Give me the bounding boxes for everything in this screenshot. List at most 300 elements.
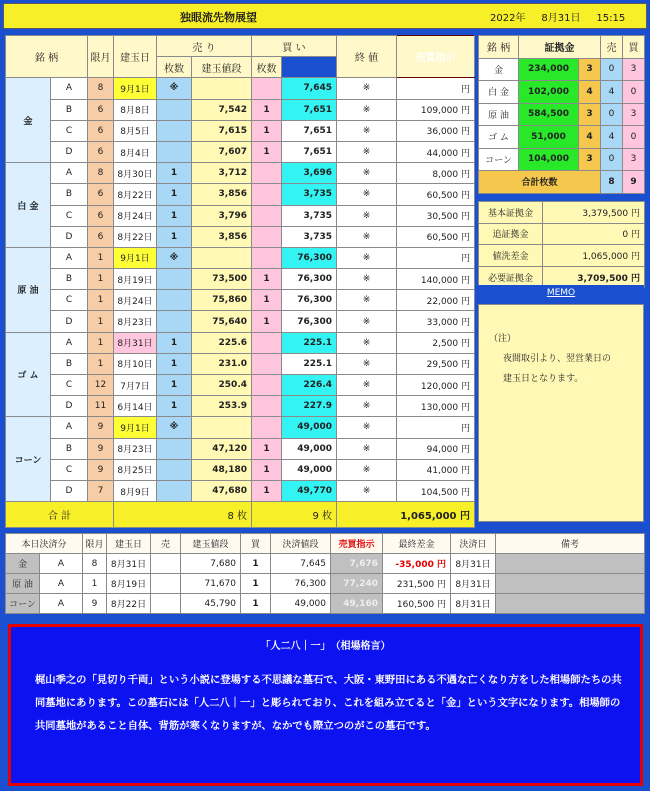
proverb-box bbox=[8, 624, 643, 786]
total-label: 合 計 bbox=[6, 502, 114, 528]
total-amount: 1,065,000 円 bbox=[337, 502, 475, 528]
row-gentsuki: 1 bbox=[88, 290, 114, 311]
col-shiji: 売買指示 bbox=[397, 36, 475, 78]
row-id: A bbox=[51, 417, 88, 438]
margin-sell: 4 bbox=[601, 81, 623, 104]
row-tateday: 9月1日 bbox=[114, 78, 157, 99]
margin-buy: 3 bbox=[623, 103, 645, 126]
margin-sell: 0 bbox=[601, 148, 623, 171]
row-id: C bbox=[51, 120, 88, 141]
margin-total-sell: 8 bbox=[601, 171, 623, 194]
position-row[interactable] bbox=[6, 163, 475, 184]
row-price: 3,856 bbox=[192, 184, 252, 205]
row-instruction: ※ bbox=[337, 438, 397, 459]
settled-sell bbox=[151, 554, 181, 574]
position-row[interactable] bbox=[6, 375, 475, 396]
row-buy-qty: 1 bbox=[252, 290, 282, 311]
date-text: 8月31日 bbox=[541, 13, 581, 24]
row-id: B bbox=[51, 438, 88, 459]
margin-row bbox=[479, 148, 645, 171]
settled-note bbox=[496, 574, 645, 594]
row-price: 3,796 bbox=[192, 205, 252, 226]
margin-amount: 234,000 bbox=[519, 58, 579, 81]
margin-name: 白 金 bbox=[479, 81, 519, 104]
settled-row[interactable] bbox=[6, 574, 645, 594]
row-instruction: ※ bbox=[337, 269, 397, 290]
row-buy-qty: 1 bbox=[252, 311, 282, 332]
settled-price: 7,680 bbox=[181, 554, 241, 574]
row-sell-qty bbox=[157, 120, 192, 141]
row-buy-qty bbox=[252, 184, 282, 205]
row-pl: 104,500 円 bbox=[397, 480, 475, 501]
row-price: 3,712 bbox=[192, 163, 252, 184]
settled-price: 71,670 bbox=[181, 574, 241, 594]
row-id: C bbox=[51, 375, 88, 396]
time-text: 15:15 bbox=[596, 13, 626, 24]
row-tateday: 8月24日 bbox=[114, 290, 157, 311]
row-buy-qty bbox=[252, 396, 282, 417]
commodity-name: コーン bbox=[6, 417, 51, 502]
row-tateday: 8月23日 bbox=[114, 311, 157, 332]
row-price: 47,120 bbox=[192, 438, 252, 459]
summary-value: 0 円 bbox=[543, 223, 645, 245]
row-instruction: ※ bbox=[337, 311, 397, 332]
col-kai: 買 bbox=[241, 534, 271, 554]
settled-price: 45,790 bbox=[181, 594, 241, 614]
row-pl: 30,500 円 bbox=[397, 205, 475, 226]
settled-note bbox=[496, 594, 645, 614]
row-sell-qty: 1 bbox=[157, 226, 192, 247]
row-sell-qty bbox=[157, 269, 192, 290]
row-gentsuki: 6 bbox=[88, 184, 114, 205]
margin-total-buy: 9 bbox=[623, 171, 645, 194]
position-row[interactable] bbox=[6, 417, 475, 438]
row-sell-qty bbox=[157, 311, 192, 332]
row-gentsuki: 7 bbox=[88, 480, 114, 501]
margin-name: コーン bbox=[479, 148, 519, 171]
row-price: 7,615 bbox=[192, 120, 252, 141]
col-saishu: 最終差金 bbox=[383, 534, 451, 554]
row-buy-qty bbox=[252, 205, 282, 226]
row-id: C bbox=[51, 205, 88, 226]
year-text: 2022年 bbox=[490, 13, 526, 24]
row-sell-qty bbox=[157, 290, 192, 311]
row-pl: 8,000 円 bbox=[397, 163, 475, 184]
row-instruction: ※ bbox=[337, 459, 397, 480]
row-instruction: ※ bbox=[337, 332, 397, 353]
col-tateday: 建玉日 bbox=[107, 534, 151, 554]
row-instruction: ※ bbox=[337, 141, 397, 162]
row-pl: 41,000 円 bbox=[397, 459, 475, 480]
row-gentsuki: 1 bbox=[88, 353, 114, 374]
row-gentsuki: 9 bbox=[88, 417, 114, 438]
row-close: 3,735 bbox=[282, 205, 337, 226]
col-gentsuki: 限月 bbox=[83, 534, 107, 554]
settled-name: 金 bbox=[6, 554, 40, 574]
position-row[interactable] bbox=[6, 141, 475, 162]
row-tateday: 8月31日 bbox=[114, 332, 157, 353]
row-price: 3,856 bbox=[192, 226, 252, 247]
settled-row[interactable] bbox=[6, 554, 645, 574]
position-row[interactable] bbox=[6, 480, 475, 501]
row-instruction: ※ bbox=[337, 120, 397, 141]
datetime bbox=[490, 9, 625, 24]
position-row[interactable] bbox=[6, 184, 475, 205]
summary-row bbox=[479, 202, 645, 224]
position-row[interactable] bbox=[6, 332, 475, 353]
row-sell-qty: 1 bbox=[157, 396, 192, 417]
col-meigara: 銘 柄 bbox=[6, 36, 88, 78]
col-kessai: 決済値段 bbox=[271, 534, 331, 554]
position-row[interactable] bbox=[6, 247, 475, 268]
row-tateday: 8月22日 bbox=[114, 184, 157, 205]
row-gentsuki: 6 bbox=[88, 120, 114, 141]
row-pl: 円 bbox=[397, 247, 475, 268]
row-buy-qty: 1 bbox=[252, 269, 282, 290]
row-pl: 60,500 円 bbox=[397, 226, 475, 247]
row-buy-qty: 1 bbox=[252, 438, 282, 459]
settled-instruction: 49,160 bbox=[331, 594, 383, 614]
row-buy-qty: 1 bbox=[252, 480, 282, 501]
row-pl: 円 bbox=[397, 417, 475, 438]
row-id: D bbox=[51, 226, 88, 247]
row-price: 250.4 bbox=[192, 375, 252, 396]
position-row[interactable] bbox=[6, 311, 475, 332]
row-pl: 140,000 円 bbox=[397, 269, 475, 290]
proverb-body: 梶山季之の「見切り千両」という小説に登場する不思議な墓石で、大阪・東野田にある不遇な亡くなり方をした相場師たちの共同墓地にあります。この墓石には「人二八｜一」と彫られており、これを組み立てると「金」という文字になります。相場師の共同墓地があること自体、背筋が寒くなりますが、なかでも際立つのがこの墓石です。 bbox=[35, 674, 622, 732]
row-price bbox=[192, 247, 252, 268]
col-shokokin: 証拠金 bbox=[519, 36, 601, 59]
position-row[interactable] bbox=[6, 99, 475, 120]
row-price bbox=[192, 78, 252, 99]
settled-gentsuki: 9 bbox=[83, 594, 107, 614]
margin-buy: 0 bbox=[623, 126, 645, 149]
position-row[interactable] bbox=[6, 120, 475, 141]
settled-close: 49,000 bbox=[271, 594, 331, 614]
row-tateday: 7月7日 bbox=[114, 375, 157, 396]
row-sell-qty: 1 bbox=[157, 163, 192, 184]
settled-pl: 160,500 円 bbox=[383, 594, 451, 614]
settled-buy: 1 bbox=[241, 594, 271, 614]
summary-value: 3,709,500 円 bbox=[543, 266, 645, 288]
row-tateday: 8月25日 bbox=[114, 459, 157, 480]
row-close: 7,651 bbox=[282, 141, 337, 162]
row-pl: 22,000 円 bbox=[397, 290, 475, 311]
position-row[interactable] bbox=[6, 226, 475, 247]
margin-total-label: 合計枚数 bbox=[479, 171, 601, 194]
margin-row bbox=[479, 81, 645, 104]
row-gentsuki: 1 bbox=[88, 247, 114, 268]
row-tateday: 8月30日 bbox=[114, 163, 157, 184]
col-maisu2: 枚数 bbox=[252, 57, 282, 78]
position-row[interactable] bbox=[6, 396, 475, 417]
settled-pl: 231,500 円 bbox=[383, 574, 451, 594]
settled-header bbox=[6, 534, 645, 554]
row-gentsuki: 8 bbox=[88, 163, 114, 184]
row-instruction: ※ bbox=[337, 353, 397, 374]
settled-note bbox=[496, 554, 645, 574]
row-instruction: ※ bbox=[337, 226, 397, 247]
settled-instruction: 77,240 bbox=[331, 574, 383, 594]
settled-day: 8月31日 bbox=[451, 594, 496, 614]
row-price: 231.0 bbox=[192, 353, 252, 374]
row-id: D bbox=[51, 480, 88, 501]
row-close: 226.4 bbox=[282, 375, 337, 396]
summary-row bbox=[479, 223, 645, 245]
row-id: C bbox=[51, 459, 88, 480]
row-id: D bbox=[51, 311, 88, 332]
row-sell-qty: ※ bbox=[157, 417, 192, 438]
row-pl: 2,500 円 bbox=[397, 332, 475, 353]
settled-buy: 1 bbox=[241, 554, 271, 574]
row-pl: 33,000 円 bbox=[397, 311, 475, 332]
row-id: A bbox=[51, 78, 88, 99]
row-buy-qty bbox=[252, 78, 282, 99]
row-close: 3,735 bbox=[282, 226, 337, 247]
settled-pl: -35,000 円 bbox=[383, 554, 451, 574]
row-pl: 29,500 円 bbox=[397, 353, 475, 374]
col-gentsuki: 限月 bbox=[88, 36, 114, 78]
row-close: 76,300 bbox=[282, 290, 337, 311]
row-close: 49,770 bbox=[282, 480, 337, 501]
row-close: 3,735 bbox=[282, 184, 337, 205]
row-close: 225.1 bbox=[282, 353, 337, 374]
col-kai: 買 い bbox=[252, 36, 337, 57]
settled-close: 76,300 bbox=[271, 574, 331, 594]
col-biko: 備考 bbox=[496, 534, 645, 554]
position-row[interactable] bbox=[6, 438, 475, 459]
row-buy-qty bbox=[252, 163, 282, 184]
row-price bbox=[192, 417, 252, 438]
settled-tateday: 8月22日 bbox=[107, 594, 151, 614]
memo-line: 夜間取引より、翌営業日の bbox=[503, 354, 612, 364]
margin-amount: 584,500 bbox=[519, 103, 579, 126]
col-uri: 売 bbox=[601, 36, 623, 59]
margin-name: ゴ ム bbox=[479, 126, 519, 149]
row-sell-qty: ※ bbox=[157, 247, 192, 268]
settled-id: A bbox=[40, 574, 83, 594]
margin-count: 4 bbox=[579, 126, 601, 149]
settled-instruction: 7,676 bbox=[331, 554, 383, 574]
row-id: B bbox=[51, 353, 88, 374]
proverb-title: 「人二八｜一」 （相場格言） bbox=[260, 641, 391, 652]
margin-table bbox=[478, 35, 645, 194]
row-price: 47,680 bbox=[192, 480, 252, 501]
row-gentsuki: 12 bbox=[88, 375, 114, 396]
row-id: B bbox=[51, 99, 88, 120]
settled-table bbox=[5, 533, 645, 614]
margin-count: 3 bbox=[579, 103, 601, 126]
position-row[interactable] bbox=[6, 459, 475, 480]
row-tateday: 8月8日 bbox=[114, 99, 157, 120]
row-price: 7,542 bbox=[192, 99, 252, 120]
commodity-name: 白 金 bbox=[6, 163, 51, 248]
settled-name: コーン bbox=[6, 594, 40, 614]
row-id: A bbox=[51, 332, 88, 353]
commodity-name: 原 油 bbox=[6, 247, 51, 332]
row-price: 73,500 bbox=[192, 269, 252, 290]
row-sell-qty: 1 bbox=[157, 205, 192, 226]
row-instruction: ※ bbox=[337, 396, 397, 417]
margin-row bbox=[479, 58, 645, 81]
memo-line: 建玉日となります。 bbox=[503, 374, 584, 384]
row-buy-qty bbox=[252, 417, 282, 438]
row-close: 3,696 bbox=[282, 163, 337, 184]
margin-sell: 4 bbox=[601, 126, 623, 149]
row-price: 253.9 bbox=[192, 396, 252, 417]
row-buy-qty: 1 bbox=[252, 141, 282, 162]
row-tateday: 8月5日 bbox=[114, 120, 157, 141]
row-instruction: ※ bbox=[337, 290, 397, 311]
row-tateday: 8月19日 bbox=[114, 269, 157, 290]
margin-count: 4 bbox=[579, 81, 601, 104]
settled-id: A bbox=[40, 594, 83, 614]
margin-sell: 0 bbox=[601, 58, 623, 81]
title-bar bbox=[3, 3, 647, 29]
settled-gentsuki: 8 bbox=[83, 554, 107, 574]
row-close: 7,651 bbox=[282, 120, 337, 141]
row-buy-qty bbox=[252, 247, 282, 268]
row-gentsuki: 1 bbox=[88, 332, 114, 353]
row-sell-qty bbox=[157, 480, 192, 501]
settled-buy: 1 bbox=[241, 574, 271, 594]
margin-count: 3 bbox=[579, 148, 601, 171]
position-row[interactable] bbox=[6, 353, 475, 374]
settled-id: A bbox=[40, 554, 83, 574]
row-id: A bbox=[51, 163, 88, 184]
position-row[interactable] bbox=[6, 78, 475, 99]
settled-sell bbox=[151, 574, 181, 594]
position-row[interactable] bbox=[6, 269, 475, 290]
row-pl: 36,000 円 bbox=[397, 120, 475, 141]
row-pl: 109,000 円 bbox=[397, 99, 475, 120]
row-sell-qty: 1 bbox=[157, 353, 192, 374]
row-price: 75,640 bbox=[192, 311, 252, 332]
col-tate-nedan: 建玉値段 bbox=[181, 534, 241, 554]
row-buy-qty bbox=[252, 332, 282, 353]
row-sell-qty bbox=[157, 99, 192, 120]
settled-gentsuki: 1 bbox=[83, 574, 107, 594]
col-tate-nedan: 建玉値段 bbox=[192, 57, 252, 78]
row-sell-qty bbox=[157, 438, 192, 459]
margin-total-row bbox=[479, 171, 645, 194]
row-pl: 円 bbox=[397, 78, 475, 99]
row-instruction: ※ bbox=[337, 205, 397, 226]
memo-box bbox=[478, 304, 644, 522]
margin-buy: 3 bbox=[623, 58, 645, 81]
row-close: 76,300 bbox=[282, 269, 337, 290]
margin-amount: 102,000 bbox=[519, 81, 579, 104]
row-id: C bbox=[51, 290, 88, 311]
settled-name: 原 油 bbox=[6, 574, 40, 594]
page-title: 独眼流先物展望 bbox=[180, 11, 257, 24]
summary-label: 値洗差金 bbox=[479, 245, 543, 267]
col-tateday: 建玉日 bbox=[114, 36, 157, 78]
row-gentsuki: 6 bbox=[88, 205, 114, 226]
memo-title[interactable]: MEMO bbox=[478, 285, 644, 302]
row-close: 225.1 bbox=[282, 332, 337, 353]
row-id: A bbox=[51, 247, 88, 268]
positions-table bbox=[5, 35, 475, 528]
row-close: 76,300 bbox=[282, 247, 337, 268]
margin-name: 原 油 bbox=[479, 103, 519, 126]
col-kai: 買 bbox=[623, 36, 645, 59]
row-gentsuki: 11 bbox=[88, 396, 114, 417]
row-tateday: 8月22日 bbox=[114, 226, 157, 247]
row-close: 227.9 bbox=[282, 396, 337, 417]
summary-row bbox=[479, 245, 645, 267]
row-instruction: ※ bbox=[337, 163, 397, 184]
settled-tateday: 8月19日 bbox=[107, 574, 151, 594]
row-id: D bbox=[51, 396, 88, 417]
row-tateday: 8月23日 bbox=[114, 438, 157, 459]
settled-row[interactable] bbox=[6, 594, 645, 614]
commodity-name: ゴ ム bbox=[6, 332, 51, 417]
header-row bbox=[6, 36, 475, 57]
row-buy-qty bbox=[252, 353, 282, 374]
margin-amount: 51,000 bbox=[519, 126, 579, 149]
summary-label: 必要証拠金 bbox=[479, 266, 543, 288]
col-kessai-day: 決済日 bbox=[451, 534, 496, 554]
row-tateday: 9月1日 bbox=[114, 247, 157, 268]
row-gentsuki: 9 bbox=[88, 459, 114, 480]
margin-amount: 104,000 bbox=[519, 148, 579, 171]
row-instruction: ※ bbox=[337, 247, 397, 268]
row-pl: 60,500 円 bbox=[397, 184, 475, 205]
row-pl: 94,000 円 bbox=[397, 438, 475, 459]
settled-sell bbox=[151, 594, 181, 614]
total-buy: 9 枚 bbox=[252, 502, 337, 528]
row-sell-qty: 1 bbox=[157, 332, 192, 353]
col-uri: 売 bbox=[151, 534, 181, 554]
row-close: 7,645 bbox=[282, 78, 337, 99]
row-sell-qty: 1 bbox=[157, 375, 192, 396]
row-instruction: ※ bbox=[337, 417, 397, 438]
row-pl: 44,000 円 bbox=[397, 141, 475, 162]
row-tateday: 8月9日 bbox=[114, 480, 157, 501]
col-shiji: 売買指示 bbox=[331, 534, 383, 554]
commodity-name: 金 bbox=[6, 78, 51, 163]
margin-row bbox=[479, 103, 645, 126]
summary-label: 基本証拠金 bbox=[479, 202, 543, 224]
total-sell: 8 枚 bbox=[114, 502, 252, 528]
row-gentsuki: 1 bbox=[88, 311, 114, 332]
row-gentsuki: 6 bbox=[88, 141, 114, 162]
row-instruction: ※ bbox=[337, 99, 397, 120]
row-tateday: 8月24日 bbox=[114, 205, 157, 226]
summary-value: 3,379,500 円 bbox=[543, 202, 645, 224]
row-instruction: ※ bbox=[337, 480, 397, 501]
row-price: 225.6 bbox=[192, 332, 252, 353]
col-uri: 売 り bbox=[157, 36, 252, 57]
row-buy-qty: 1 bbox=[252, 99, 282, 120]
settled-close: 7,645 bbox=[271, 554, 331, 574]
row-gentsuki: 1 bbox=[88, 269, 114, 290]
row-id: D bbox=[51, 141, 88, 162]
row-sell-qty: 1 bbox=[157, 184, 192, 205]
margin-count: 3 bbox=[579, 58, 601, 81]
row-price: 75,860 bbox=[192, 290, 252, 311]
position-row[interactable] bbox=[6, 205, 475, 226]
summary-label: 追証拠金 bbox=[479, 223, 543, 245]
memo-line: （注） bbox=[489, 334, 517, 344]
row-buy-qty bbox=[252, 375, 282, 396]
total-row bbox=[6, 502, 475, 528]
position-row[interactable] bbox=[6, 290, 475, 311]
margin-header bbox=[479, 36, 645, 59]
row-sell-qty: ※ bbox=[157, 78, 192, 99]
row-instruction: ※ bbox=[337, 78, 397, 99]
